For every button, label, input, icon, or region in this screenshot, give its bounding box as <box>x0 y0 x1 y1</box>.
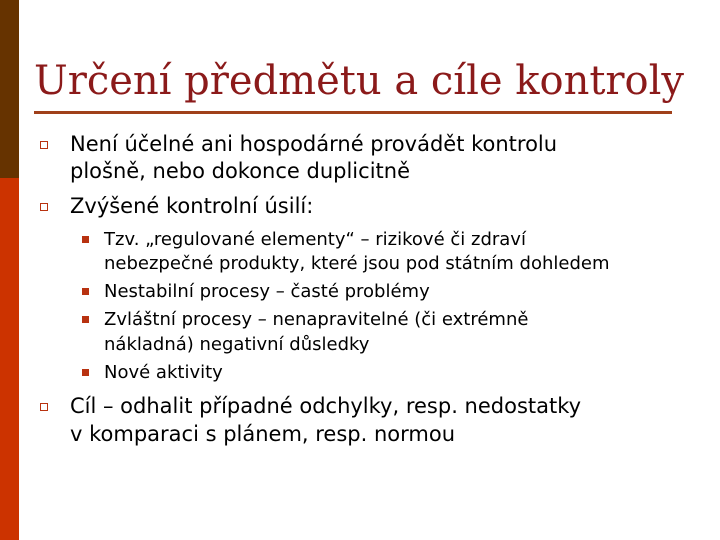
bullet-text-line: v komparaci s plánem, resp. normou <box>70 422 456 446</box>
square-bullet-icon <box>82 236 89 243</box>
slide-title: Určení předmětu a cíle kontroly <box>34 58 685 104</box>
title-underline <box>34 111 672 114</box>
sub-bullet-text-line: nebezpečné produkty, které jsou pod státním dohledem <box>104 253 610 274</box>
sub-bullet-text-line: Nestabilní procesy – časté problémy <box>104 281 430 302</box>
hollow-square-bullet-icon <box>40 203 48 211</box>
bullet-text-line: plošně, nebo dokonce duplicitně <box>70 159 410 183</box>
square-bullet-icon <box>82 369 89 376</box>
bullet-text-line: Zvýšené kontrolní úsilí: <box>70 194 314 218</box>
sub-bullet-text-line: Zvláštní procesy – nenapravitelné (či extrémně <box>104 309 529 330</box>
bullet-text-line: Není účelné ani hospodárné provádět kontrolu <box>70 132 558 156</box>
sub-bullet-text-line: nákladná) negativní důsledky <box>104 334 370 355</box>
bullet-text-line: Cíl – odhalit případné odchylky, resp. nedostatky <box>70 394 582 418</box>
hollow-square-bullet-icon <box>40 141 48 149</box>
square-bullet-icon <box>82 316 89 323</box>
square-bullet-icon <box>82 288 89 295</box>
sub-bullet-text-line: Nové aktivity <box>104 362 223 383</box>
sidebar-accent-top <box>0 0 19 178</box>
sub-bullet-text-line: Tzv. „regulované elementy“ – rizikové či zdraví <box>104 229 526 250</box>
sidebar-accent-bottom <box>0 178 19 540</box>
hollow-square-bullet-icon <box>40 403 48 411</box>
